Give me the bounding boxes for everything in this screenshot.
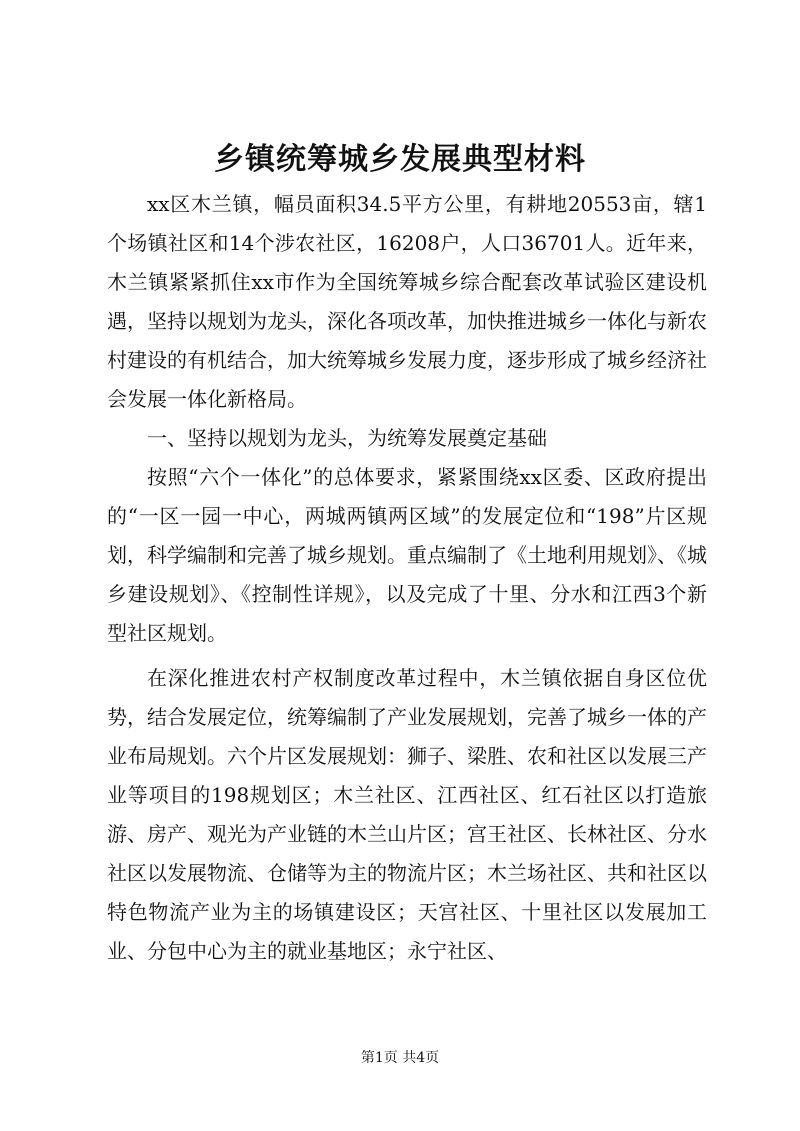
paragraph-intro: xx区木兰镇，幅员面积34.5平方公里，有耕地20553亩，辖1个场镇社区和14个涉农社区，16208户，人口36701人。近年来，木兰镇紧紧抓住xx市作为全国统筹城乡综合配套改革试验区建设机遇，坚持以规划为龙头，深化各项改革，加快推进城乡一体化与新农村建设的有机结合，加大统筹城乡发展力度，逐步形成了城乡经济社会发展一体化新格局。 — [107, 192, 707, 411]
paragraph-industry: 在深化推进农村产权制度改革过程中，木兰镇依据自身区位优势，结合发展定位，统筹编制了产业发展规划，完善了城乡一体的产业布局规划。六个片区发展规划：狮子、梁胜、农和社区以发展三产业等项目的198规划区；木兰社区、江西社区、红石社区以打造旅游、房产、观光为产业链的木兰山片区；宫王社区、长林社区、分水社区以发展物流、仓储等为主的物流片区；木兰场社区、共和社区以特色物流产业为主的场镇建设区；天宫社区、十里社区以发展加工业、分包中心为主的就业基地区；永宁社区、 — [107, 666, 707, 963]
document-title: 乡镇统筹城乡发展典型材料 — [214, 142, 586, 177]
document-body — [107, 185, 707, 971]
section-heading-1: 一、坚持以规划为龙头，为统筹发展奠定基础 — [147, 426, 547, 450]
paragraph-planning: 按照“六个一体化”的总体要求，紧紧围绕xx区委、区政府提出的“一区一园一中心，两城两镇两区域”的发展定位和“198”片区规划，科学编制和完善了城乡规划。重点编制了《土地利用规划》、《城乡建设规划》、《控制性详规》，以及完成了十里、分水和江西3个新型社区规划。 — [107, 465, 707, 645]
page-footer: 第1页 共4页 — [360, 1050, 440, 1066]
